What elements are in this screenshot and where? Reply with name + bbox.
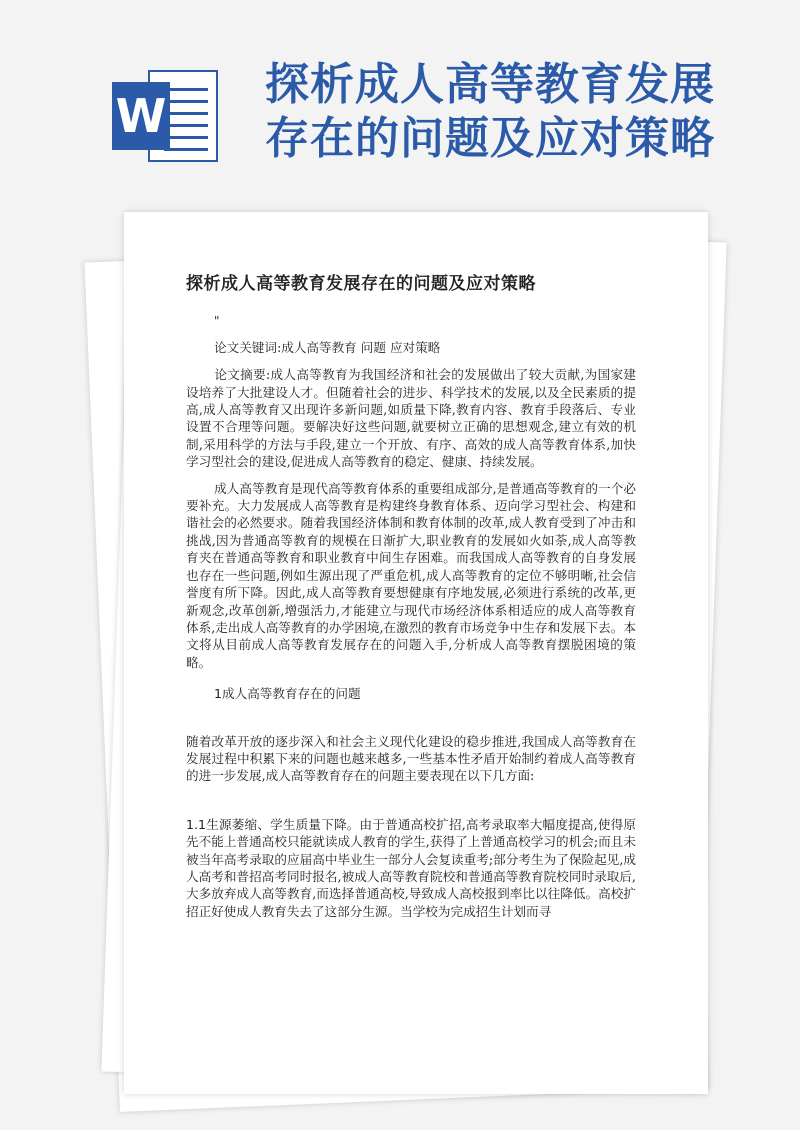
section-heading (214, 685, 636, 702)
keywords-line: 论文关键词:成人高等教育 问题 应对策略 (214, 339, 441, 355)
document-title: 探析成人高等教育发展存在的问题及应对策略 (186, 274, 536, 294)
subsection-text: 生源萎缩、学生质量下降。由于普通高校扩招,高考录取率大幅度提高,使得原先不能上普通高校只能就读成人教育的学生,获得了上普通高校学习的机会;而且未被当年高考录取的应届高中毕业生一部分人会复读重考;部分考生为了保险起见,成人高考和普招高考同时报名,被成人高等教育院校和普通高等教育院校同时录取后,大多放弃成人高等教育,而选择普通高校,导致成人高校报到率比以往降低。高校扩招正好使成人教育失去了这部分生源。当学校为完成招生计划而寻 (186, 816, 636, 919)
banner-title-line2: 存在的问题及应对策略 (265, 113, 715, 164)
word-document-icon (112, 66, 218, 166)
section-title: 成人高等教育存在的问题 (222, 686, 361, 702)
subsection-paragraph (186, 816, 636, 920)
header-banner (0, 0, 800, 200)
quote-mark: " (214, 314, 220, 329)
word-badge: W (112, 82, 170, 150)
section-paragraph: 随着改革开放的逐步深入和社会主义现代化建设的稳步推进,我国成人高等教育在发展过程中积累下来的问题也越来越多,一些基本性矛盾开始制约着成人高等教育的进一步发展,成人高等教育存在的问题主要表现在以下几方面: (186, 733, 636, 784)
section-number: 1 (214, 686, 223, 702)
abstract-paragraph (186, 366, 636, 470)
document-body (186, 276, 636, 929)
banner-title-line1: 探析成人高等教育发展 (265, 59, 715, 110)
banner-title (265, 58, 785, 166)
paper-sheet-front (124, 212, 708, 1094)
abstract-text: 论文摘要:成人高等教育为我国经济和社会的发展做出了较大贡献,为国家建设培养了大批建设人才。但随着社会的进步、科学技术的发展,以及全民素质的提高,成人高等教育又出现许多新问题,如质量下降,教育内容、教育手段落后、专业设置不合理等问题。要解决好这些问题,就要树立正确的思想观念,建立有效的机制,采用科学的方法与手段,建立一个开放、有序、高效的成人高等教育体系,加快学习型社会的建设,促进成人高等教育的稳定、健康、持续发展。 (186, 367, 636, 470)
intro-paragraph (186, 480, 636, 671)
intro-text: 成人高等教育是现代高等教育体系的重要组成部分,是普通高等教育的一个必要补充。大力发展成人高等教育是构建终身教育体系、迈向学习型社会、构建和谐社会的必然要求。随着我国经济体制和教育体制的改革,成人教育受到了冲击和挑战,因为普通高等教育的规模在日渐扩大,职业教育的发展如火如荼,成人高等教育夹在普通高等教育和职业教育中间生存困难。而我国成人高等教育的自身发展也存在一些问题,例如生源出现了严重危机,成人高等教育的定位不够明晰,社会信誉度有所下降。因此,成人高等教育要想健康有序地发展,必须进行系统的改革,更新观念,改革创新,增强活力,才能建立与现代市场经济体系相适应的成人高等教育体系,走出成人高等教育的办学困境,在激烈的教育市场竞争中生存和发展下去。本文将从目前成人高等教育发展存在的问题入手,分析成人高等教育摆脱困境的策略。 (186, 480, 636, 670)
subsection-number: 1.1 (186, 816, 207, 832)
